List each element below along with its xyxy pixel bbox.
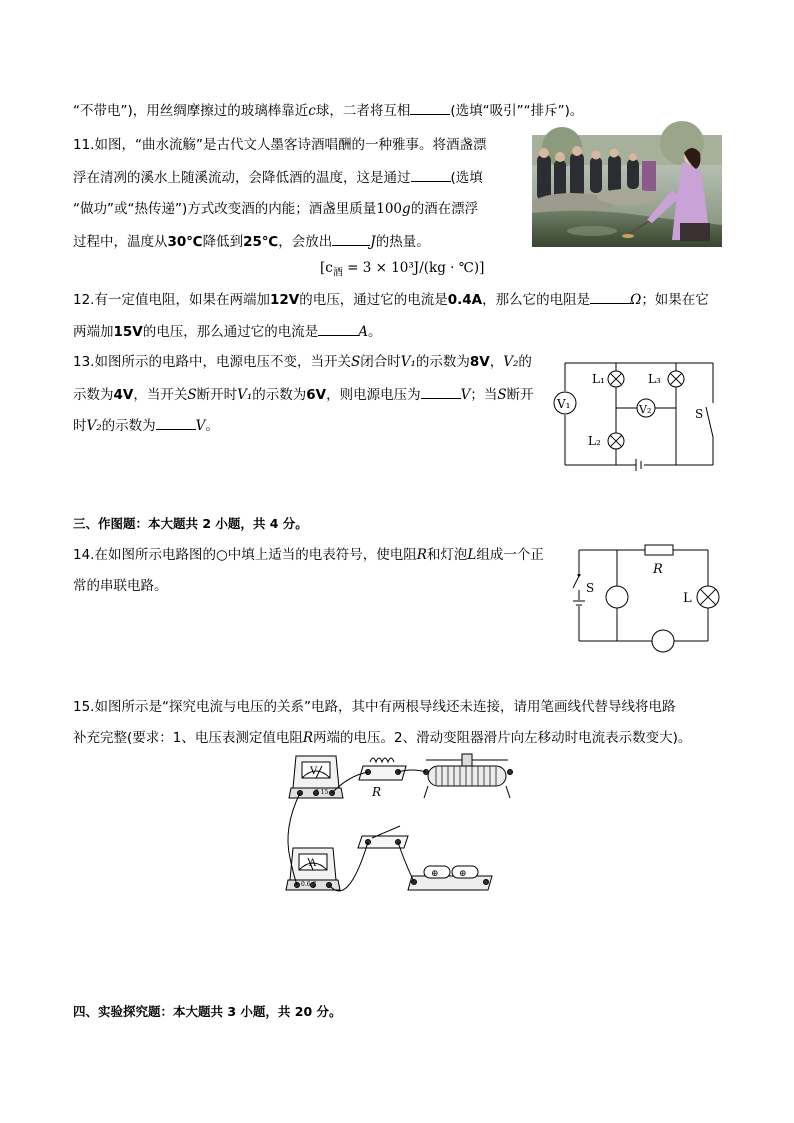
label-L3: L₃ bbox=[648, 372, 661, 386]
q14-circuit-diagram bbox=[565, 540, 725, 655]
q11-line-3: “做功”或“热传递”)方式改变酒的内能；酒盏里质量100g的酒在漂浮 bbox=[73, 201, 479, 217]
label-V1: V₁ bbox=[557, 397, 571, 411]
answer-blank[interactable] bbox=[411, 167, 451, 182]
answer-blank[interactable] bbox=[156, 415, 196, 430]
label-L1: L₁ bbox=[592, 372, 605, 386]
battery-symbol-1: ⊕ bbox=[431, 869, 439, 879]
ammeter-scale: 0.6 3 bbox=[301, 881, 317, 888]
label-S: S bbox=[695, 407, 704, 421]
label-L2: L₂ bbox=[588, 434, 601, 448]
battery-symbol-2: ⊕ bbox=[459, 869, 467, 879]
q11-line-2: 浮在清冽的溪水上随溪流动，会降低酒的温度，这是通过 (选填 bbox=[73, 167, 483, 188]
q15-line-2: 补充完整(要求：1、电压表测定值电阻R两端的电压。2、滑动变阻器滑片向左移动时电流表示数变大)。 bbox=[73, 730, 692, 746]
river-photo bbox=[532, 135, 722, 247]
q11-line-4: 过程中，温度从30℃降低到25℃，会放出 J的热量。 bbox=[73, 231, 430, 252]
q14-line-1: 14.在如图所示电路图的○中填上适当的电表符号，使电阻R和灯泡L组成一个正 bbox=[73, 547, 544, 563]
answer-blank[interactable] bbox=[318, 321, 358, 336]
answer-blank[interactable] bbox=[421, 384, 461, 399]
section-4-heading: 四、实验探究题：本大题共 3 小题，共 20 分。 bbox=[73, 1004, 342, 1019]
q14-line-2: 常的串联电路。 bbox=[73, 578, 168, 594]
q13-line-1: 13.如图所示的电路中，电源电压不变，当开关S闭合时V₁的示数为8V，V₂的 bbox=[73, 354, 532, 370]
q13-line-3: 时V₂的示数为 V。 bbox=[73, 415, 219, 436]
voltmeter-label: V bbox=[310, 766, 318, 777]
label-L: L bbox=[683, 591, 692, 606]
section-3-heading: 三、作图题：本大题共 2 小题，共 4 分。 bbox=[73, 516, 308, 531]
label-V2: V₂ bbox=[639, 403, 652, 416]
label-S: S bbox=[586, 581, 595, 595]
q13-line-2: 示数为4V，当开关S断开时V₁的示数为6V，则电源电压为 V；当S断开 bbox=[73, 384, 534, 405]
q15-line-1: 15.如图所示是“探究电流与电压的关系”电路，其中有两根导线还未连接，请用笔画线代替导线将电路 bbox=[73, 699, 676, 715]
q15-apparatus-diagram bbox=[278, 748, 518, 913]
q11-line-1: 11.如图，“曲水流觞”是古代文人墨客诗酒唱酬的一种雅事。将酒盏漂 bbox=[73, 137, 487, 153]
voltmeter-scale: 3 15 bbox=[315, 789, 329, 796]
answer-blank[interactable] bbox=[332, 231, 370, 246]
q12-line-1: 12.有一定值电阻，如果在两端加12V的电压，通过它的电流是0.4A，那么它的电阻是 Ω；如果在它 bbox=[73, 289, 709, 310]
answer-blank[interactable] bbox=[590, 289, 630, 304]
q10-tail-line: “不带电”)，用丝绸摩擦过的玻璃棒靠近c球，二者将互相 (选填“吸引”“排斥”)。 bbox=[73, 100, 583, 121]
answer-blank[interactable] bbox=[410, 100, 450, 115]
specific-heat-formula: [$c_酒 = 3 \times 10^3J/(kg$ · ℃)] bbox=[320, 260, 485, 279]
ammeter-label: A bbox=[309, 858, 317, 869]
resistor-label: R bbox=[372, 785, 382, 799]
q13-circuit-diagram bbox=[548, 355, 723, 473]
label-R: R bbox=[653, 562, 663, 577]
q12-line-2: 两端加15V的电压，那么通过它的电流是 A。 bbox=[73, 321, 382, 342]
